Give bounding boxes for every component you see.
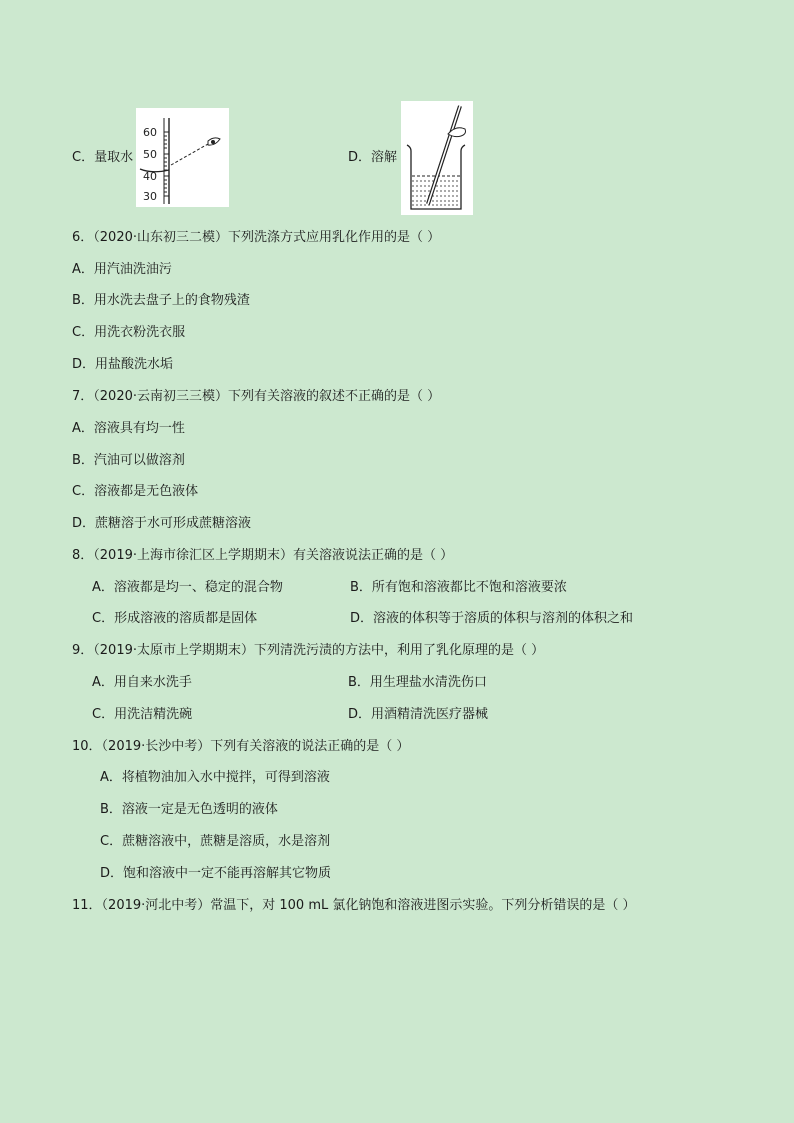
q7-option-a: A．溶液具有均一性 <box>72 421 185 436</box>
q9-option-c: C．用洗洁精洗碗 <box>92 707 193 722</box>
tick-50: 50 <box>143 148 157 161</box>
q7-option-d: D．蔗糖溶于水可形成蔗糖溶液 <box>72 516 252 531</box>
question-6-stem: 6．（2020·山东初三二模）下列洗涤方式应用乳化作用的是（ ） <box>72 230 441 245</box>
q6-option-b: B．用水洗去盘子上的食物残渣 <box>72 293 250 308</box>
q10-option-d: D．饱和溶液中一定不能再溶解其它物质 <box>100 866 332 881</box>
q8-option-d: D．溶液的体积等于溶质的体积与溶剂的体积之和 <box>350 611 634 626</box>
q8-option-b: B．所有饱和溶液都比不饱和溶液要浓 <box>350 580 567 595</box>
q9-option-d: D．用酒精清洗医疗器械 <box>348 707 489 722</box>
question-9-stem: 9．（2019·太原市上学期期末）下列清洗污渍的方法中，利用了乳化原理的是（ ） <box>72 643 545 658</box>
option-c-label: C．量取水 <box>72 150 134 165</box>
q10-option-a: A．将植物油加入水中搅拌，可得到溶液 <box>100 770 330 785</box>
beaker-stirring-figure <box>401 101 473 215</box>
q10-option-c: C．蔗糖溶液中，蔗糖是溶质，水是溶剂 <box>100 834 331 849</box>
q7-option-b: B．汽油可以做溶剂 <box>72 453 185 468</box>
q8-option-c: C．形成溶液的溶质都是固体 <box>92 611 258 626</box>
graduated-cylinder-figure <box>136 108 229 207</box>
question-10-stem: 10．（2019·长沙中考）下列有关溶液的说法正确的是（ ） <box>72 739 410 754</box>
q6-option-c: C．用洗衣粉洗衣服 <box>72 325 186 340</box>
option-d-label: D．溶解 <box>348 150 398 165</box>
question-11-stem: 11．（2019·河北中考）常温下，对 100 mL 氯化钠饱和溶液进图示实验。下列分析错误的是（ ） <box>72 898 636 913</box>
q9-option-b: B．用生理盐水清洗伤口 <box>348 675 487 690</box>
q6-option-a: A．用汽油洗油污 <box>72 262 172 277</box>
tick-40: 40 <box>143 170 157 183</box>
q10-option-b: B．溶液一定是无色透明的液体 <box>100 802 278 817</box>
question-8-stem: 8．（2019·上海市徐汇区上学期期末）有关溶液说法正确的是（ ） <box>72 548 454 563</box>
q7-option-c: C．溶液都是无色液体 <box>72 484 199 499</box>
q6-option-d: D．用盐酸洗水垢 <box>72 357 174 372</box>
question-7-stem: 7．（2020·云南初三三模）下列有关溶液的叙述不正确的是（ ） <box>72 389 441 404</box>
tick-60: 60 <box>143 126 157 139</box>
q9-option-a: A．用自来水洗手 <box>92 675 192 690</box>
tick-30: 30 <box>143 190 157 203</box>
q8-option-a: A．溶液都是均一、稳定的混合物 <box>92 580 283 595</box>
